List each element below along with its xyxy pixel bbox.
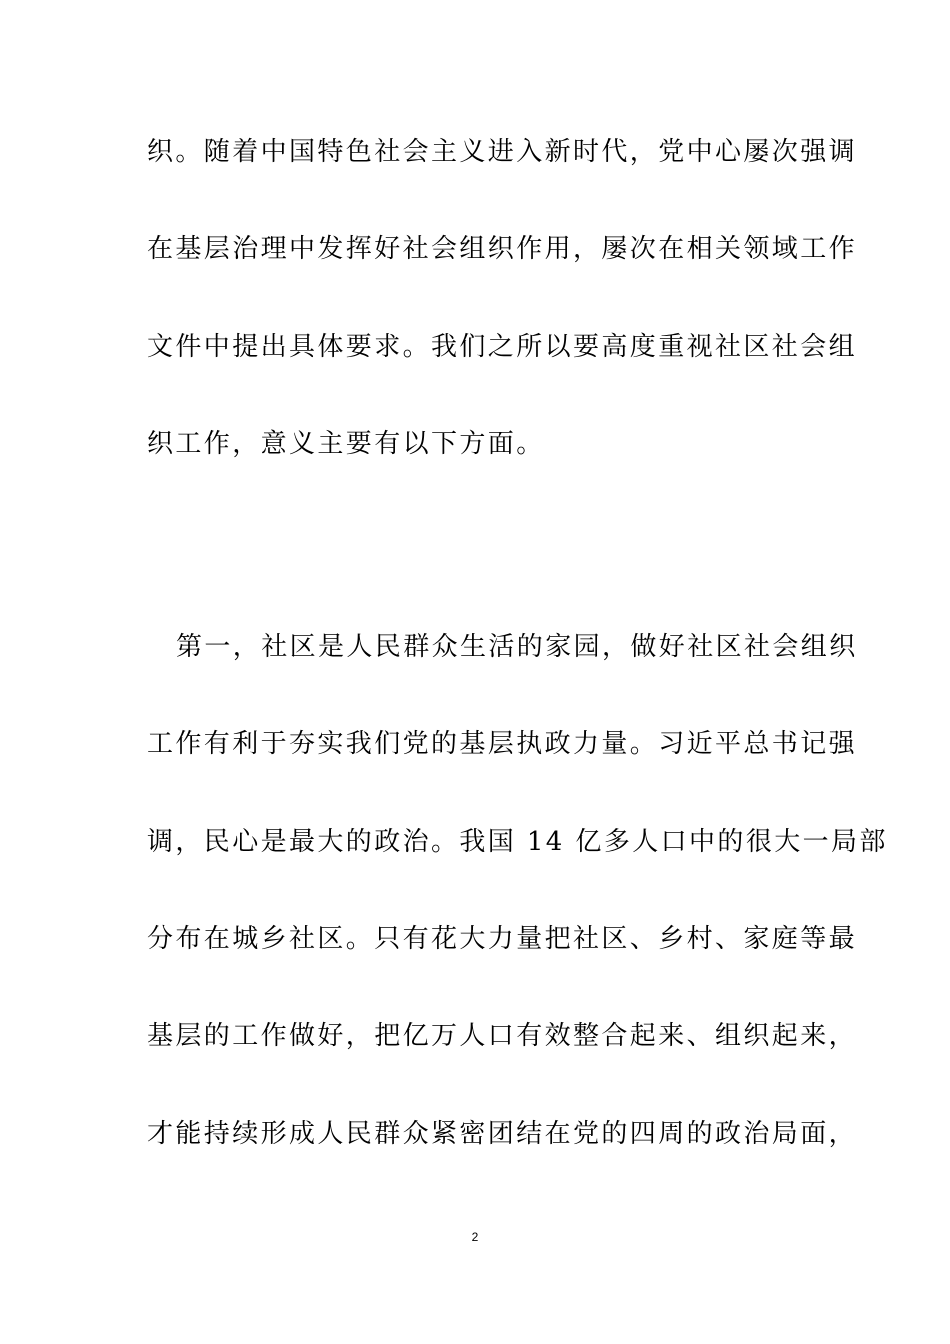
paragraph-line: 工作有利于夯实我们党的基层执政力量。习近平总书记强 <box>147 729 858 759</box>
paragraph-line: 调，民心是最大的政治。我国 14 亿多人口中的很大一局部 <box>147 827 888 857</box>
paragraph-line: 分布在城乡社区。只有花大力量把社区、乡村、家庭等最 <box>147 924 858 954</box>
page-number: 2 <box>471 1230 479 1244</box>
paragraph-line: 在基层治理中发挥好社会组织作用，屡次在相关领域工作 <box>147 234 858 264</box>
paragraph-line: 文件中提出具体要求。我们之所以要高度重视社区社会组 <box>147 332 858 362</box>
paragraph-line: 织。随着中国特色社会主义进入新时代，党中心屡次强调 <box>147 137 858 167</box>
paragraph-line: 织工作，意义主要有以下方面。 <box>147 429 545 459</box>
paragraph-line: 基层的工作做好，把亿万人口有效整合起来、组织起来， <box>147 1021 858 1051</box>
paragraph-line: 第一，社区是人民群众生活的家园，做好社区社会组织 <box>176 632 858 662</box>
paragraph-line: 才能持续形成人民群众紧密团结在党的四周的政治局面， <box>147 1119 858 1149</box>
